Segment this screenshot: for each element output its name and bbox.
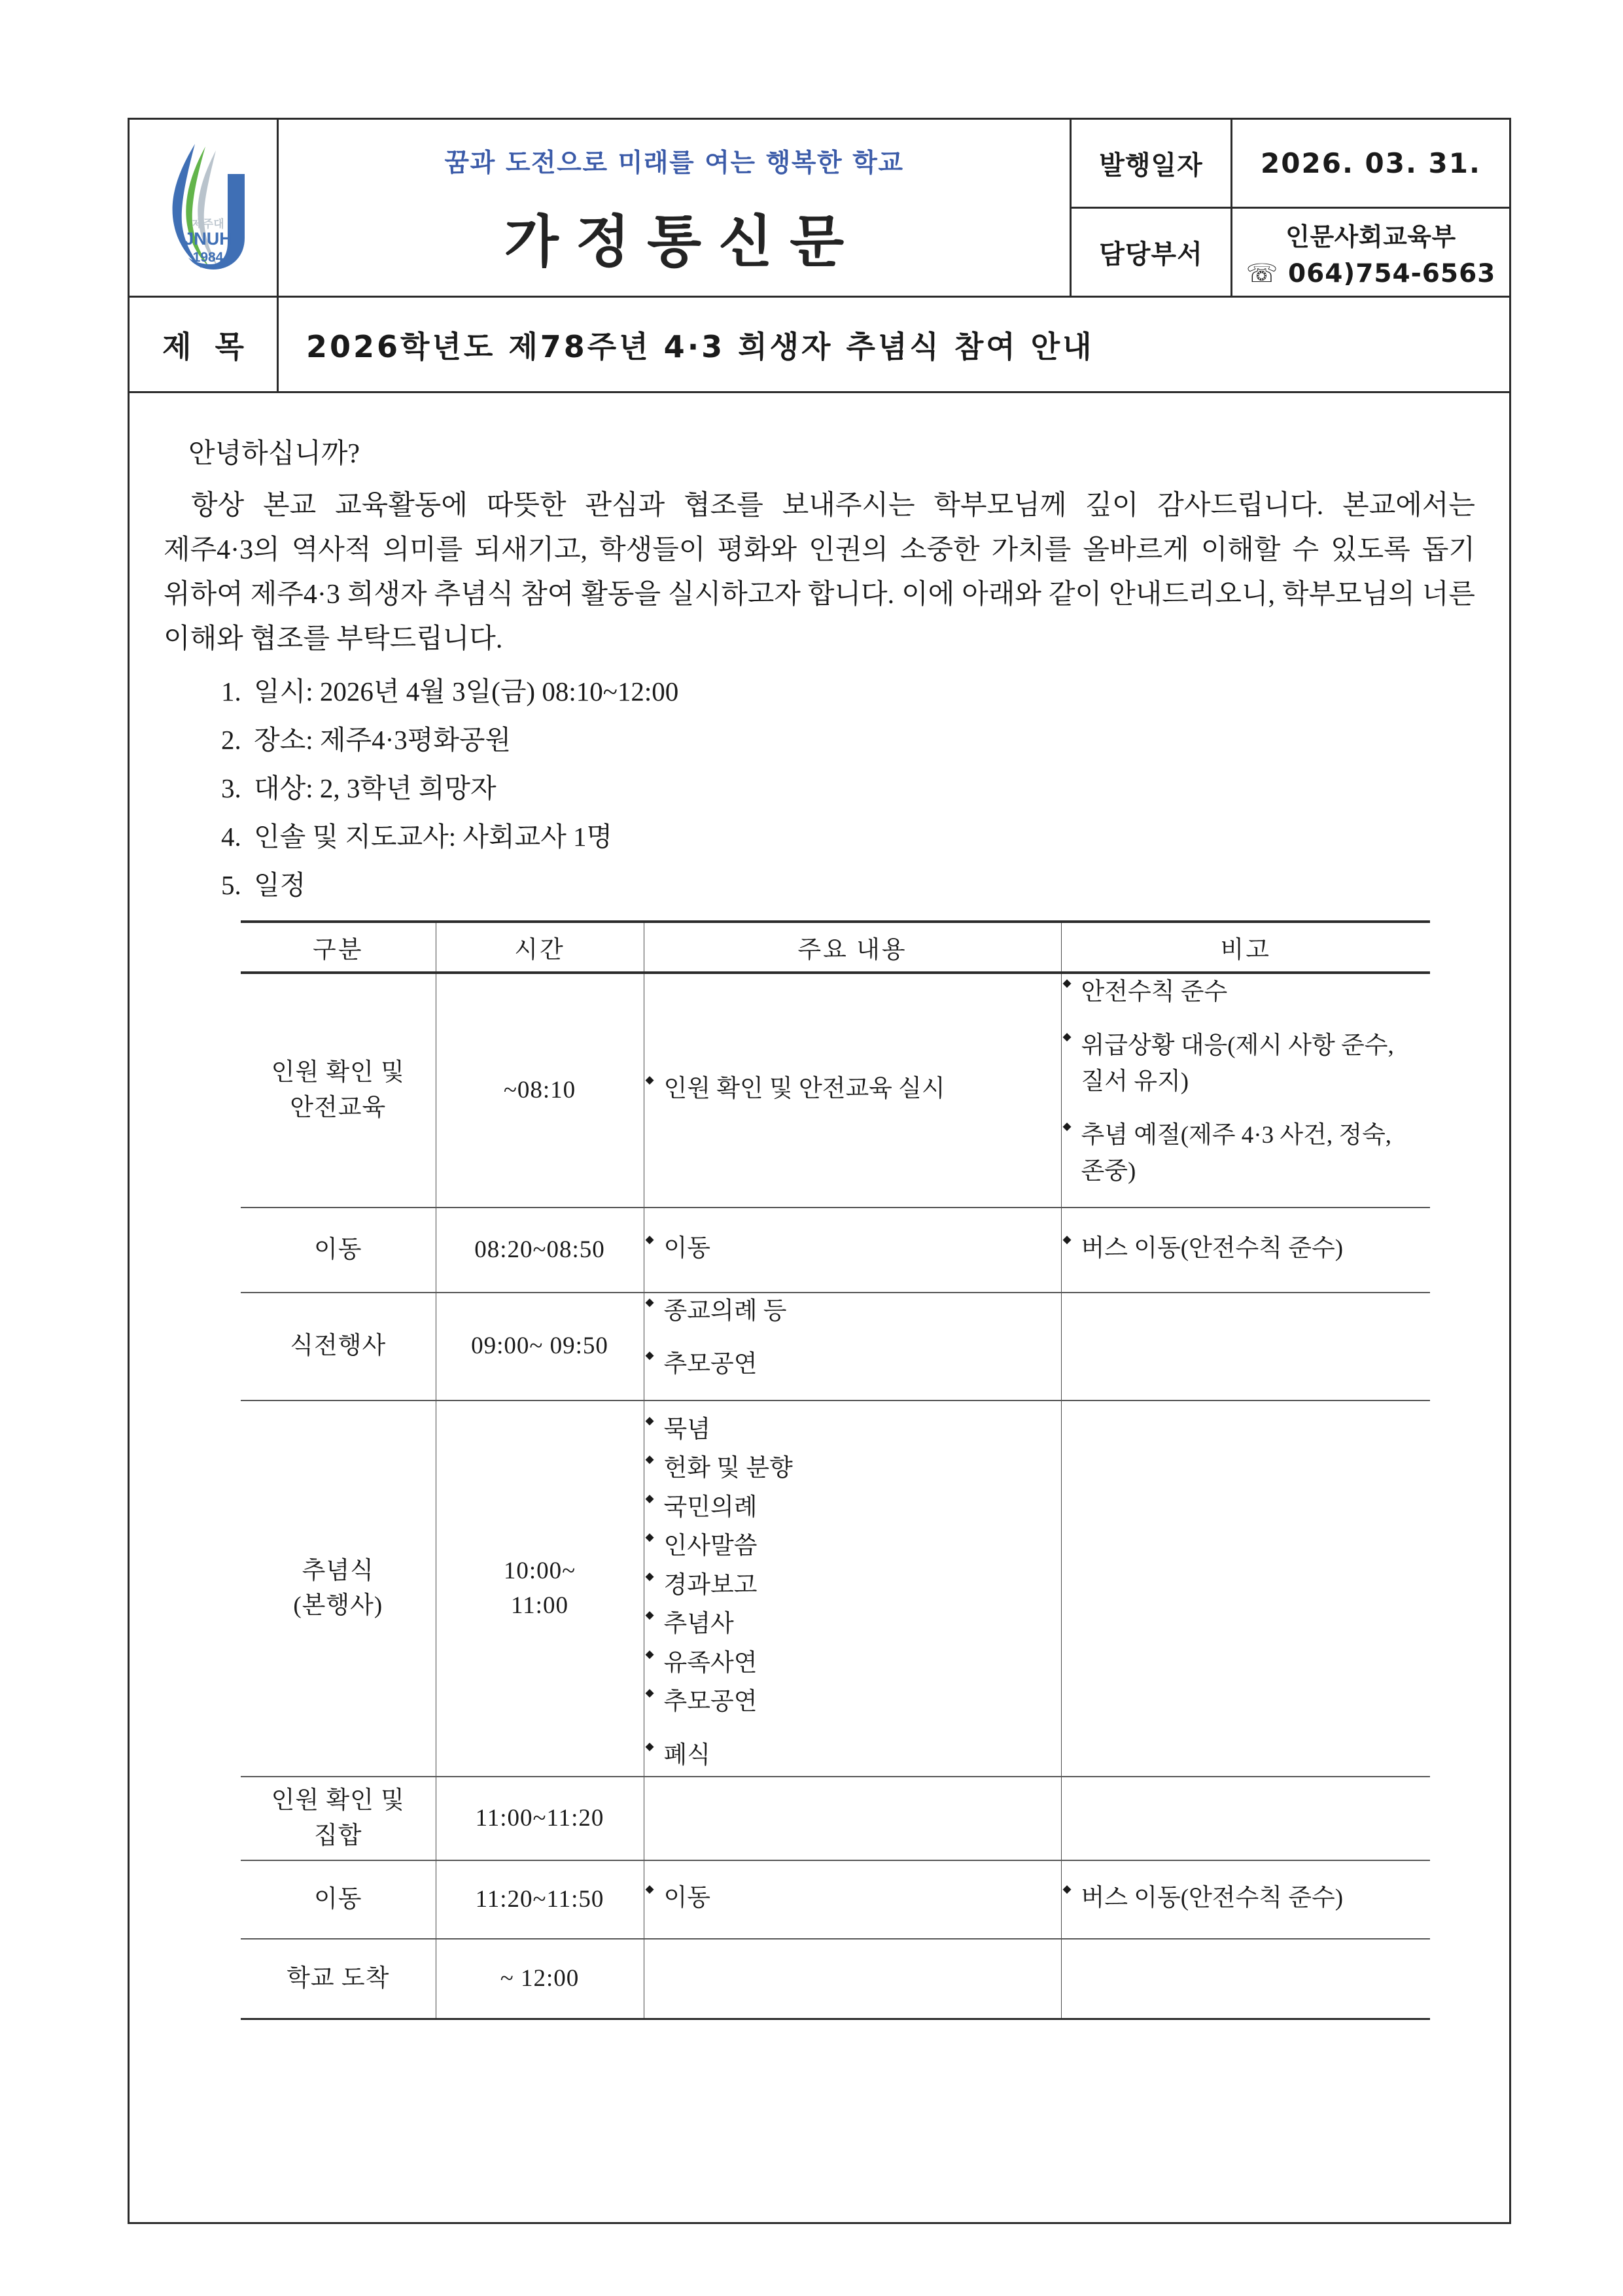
list-item (164, 872, 1475, 899)
division-line-2: 집합 (314, 1822, 362, 1850)
bullet-item: ◆ 경과보고 (644, 1567, 1061, 1604)
time-line-1: 10:00~ (503, 1557, 576, 1584)
main-bullet-list (644, 1230, 1061, 1267)
schedule-table (241, 920, 1430, 2020)
note-bullet-list (1062, 1230, 1431, 1267)
school-slogan: 꿈과 도전으로 미래를 여는 행복한 학교 (444, 148, 904, 178)
logo-year: 1984 (192, 249, 223, 265)
division-line-1: 인원 확인 및 (271, 1787, 405, 1815)
body-area (130, 393, 1509, 2020)
cell-time: 08:20~08:50 (436, 1208, 644, 1293)
department-label: 담당부서 (1072, 209, 1232, 296)
list-item-label: 일시: 2026년 4월 3일(금) 08:10~12:00 (254, 676, 679, 707)
issue-date-value (1232, 120, 1509, 207)
cell-division: 이동 (241, 1860, 436, 1939)
cell-main-content (644, 1400, 1061, 1777)
banner-cell (279, 120, 1070, 296)
cell-main-content (644, 1860, 1061, 1939)
cell-note (1061, 1208, 1430, 1293)
bullet-item: ◆ 버스 이동(안전수칙 준수) (1062, 1880, 1431, 1917)
cell-time: 09:00~ 09:50 (436, 1293, 644, 1400)
bullet-item: ◆ 추모공연 (644, 1684, 1061, 1720)
cell-note (1061, 1400, 1430, 1777)
column-header-division: 구분 (241, 922, 436, 973)
table-row (241, 1293, 1430, 1400)
cell-time: 11:00~11:20 (436, 1777, 644, 1860)
department-telephone: ☏ 064)754-6563 (1246, 258, 1496, 288)
bullet-item: ◆ 유족사연 (644, 1645, 1061, 1682)
document-frame (128, 118, 1511, 2224)
issue-date-row (1072, 120, 1509, 209)
masthead-meta (1070, 120, 1509, 296)
main-bullet-list (644, 1293, 1061, 1383)
table-row (241, 1208, 1430, 1293)
main-bullet-list (644, 1880, 1061, 1917)
list-item-label: 일정 (254, 870, 306, 901)
subject-row (130, 298, 1509, 393)
subject-label: 제 목 (130, 298, 279, 391)
svg-text:제주대: 제주대 (191, 217, 224, 230)
note-bullet-list (1062, 1880, 1431, 1917)
page-title: 가정통신문 (504, 209, 862, 275)
division-line-1: 추념식 (302, 1557, 374, 1584)
list-item-index: 3. (221, 773, 241, 804)
table-row (241, 973, 1430, 1208)
bullet-item: ◆ 종교의례 등 (644, 1293, 1061, 1330)
bullet-item: ◆ 묵념 (644, 1412, 1061, 1448)
cell-division (241, 1400, 436, 1777)
cell-main-content (644, 1939, 1061, 2019)
issue-date-text: 2026. 03. 31. (1261, 147, 1481, 179)
cell-note (1061, 1777, 1430, 1860)
cell-time: ~ 12:00 (436, 1939, 644, 2019)
main-bullet-list (644, 1071, 1061, 1107)
cell-note (1061, 973, 1430, 1208)
cell-division: 이동 (241, 1208, 436, 1293)
list-item-index: 4. (221, 822, 241, 852)
cell-note (1061, 1860, 1430, 1939)
cell-main-content (644, 1208, 1061, 1293)
list-item-label: 인솔 및 지도교사: 사회교사 1명 (254, 822, 613, 852)
schedule-table-wrapper (241, 920, 1430, 2020)
column-header-main-content: 주요 내용 (644, 922, 1061, 973)
list-item (164, 775, 1475, 802)
list-item (164, 824, 1475, 850)
table-row (241, 1777, 1430, 1860)
subject-value: 2026학년도 제78주년 4·3 희생자 추념식 참여 안내 (306, 328, 1094, 364)
bullet-item: ◆ 추념 예절(제주 4·3 사건, 정숙, 존중) (1062, 1117, 1431, 1190)
intro-paragraph: 항상 본교 교육활동에 따뜻한 관심과 협조를 보내주시는 학부모님께 깊이 감사드립니다. 본교에서는 제주4·3의 역사적 의미를 되새기고, 학생들이 평화와 인권의 소중한 가치를 올바르게 이해할 수 있도록 돕기 위하여 제주4·3 희생자 추념식 참여 활동을 실시하고자 합니다. 이에 아래와 같이 안내드리오니, 학부모님의 너른 이해와 협조를 부탁드립니다. (164, 491, 1475, 655)
department-row (1072, 209, 1509, 296)
bullet-item: ◆ 인사말씀 (644, 1528, 1061, 1565)
bullet-item: ◆ 인원 확인 및 안전교육 실시 (644, 1071, 1061, 1107)
table-header-row (241, 922, 1430, 973)
division-line-2: (본행사) (293, 1592, 383, 1620)
bullet-item: ◆ 추모공연 (644, 1346, 1061, 1383)
department-name: 인문사회교육부 (1285, 222, 1456, 251)
list-item-index: 5. (221, 870, 241, 901)
masthead (130, 120, 1509, 298)
list-item-index: 2. (221, 725, 241, 756)
greeting-text: 안녕하십니까? (188, 439, 360, 469)
bullet-item: ◆ 버스 이동(안전수칙 준수) (1062, 1230, 1431, 1267)
list-item-label: 장소: 제주4·3평화공원 (254, 725, 512, 756)
main-bullet-list (644, 1412, 1061, 1774)
logo-acronym: JNUH (183, 228, 232, 249)
cell-note (1061, 1293, 1430, 1400)
list-item-index: 1. (221, 676, 241, 707)
column-header-time: 시간 (436, 922, 644, 973)
bullet-item: ◆ 추념사 (644, 1606, 1061, 1643)
note-bullet-list (1062, 974, 1431, 1190)
list-item (164, 727, 1475, 754)
cell-main-content (644, 1293, 1061, 1400)
division-line-1: 인원 확인 및 (271, 1059, 405, 1087)
column-header-note: 비고 (1061, 922, 1430, 973)
bullet-item: ◆ 위급상황 대응(제시 사항 준수, 질서 유지) (1062, 1028, 1431, 1100)
table-row (241, 1939, 1430, 2019)
school-logo-cell (130, 120, 279, 296)
cell-division: 학교 도착 (241, 1939, 436, 2019)
cell-division (241, 1777, 436, 1860)
list-item-label: 대상: 2, 3학년 희망자 (254, 773, 497, 804)
issue-date-label: 발행일자 (1072, 120, 1232, 207)
list-item (164, 678, 1475, 705)
bullet-item: ◆ 안전수칙 준수 (1062, 974, 1431, 1011)
bullet-item: ◆ 헌화 및 분향 (644, 1450, 1061, 1487)
cell-time: 11:20~11:50 (436, 1860, 644, 1939)
cell-note (1061, 1939, 1430, 2019)
cell-time (436, 1400, 644, 1777)
cell-division (241, 973, 436, 1208)
division-line-2: 안전교육 (290, 1094, 387, 1121)
time-line-2: 11:00 (511, 1592, 568, 1620)
bullet-item: ◆ 폐식 (644, 1737, 1061, 1774)
department-value (1232, 209, 1509, 296)
cell-main-content (644, 1777, 1061, 1860)
cell-main-content (644, 973, 1061, 1208)
cell-division: 식전행사 (241, 1293, 436, 1400)
bullet-item: ◆ 이동 (644, 1880, 1061, 1917)
cell-time: ~08:10 (436, 973, 644, 1208)
school-logo-icon (154, 140, 253, 276)
table-row (241, 1400, 1430, 1777)
table-row (241, 1860, 1430, 1939)
info-list (164, 678, 1475, 899)
bullet-item: ◆ 국민의례 (644, 1489, 1061, 1526)
bullet-item: ◆ 이동 (644, 1230, 1061, 1267)
